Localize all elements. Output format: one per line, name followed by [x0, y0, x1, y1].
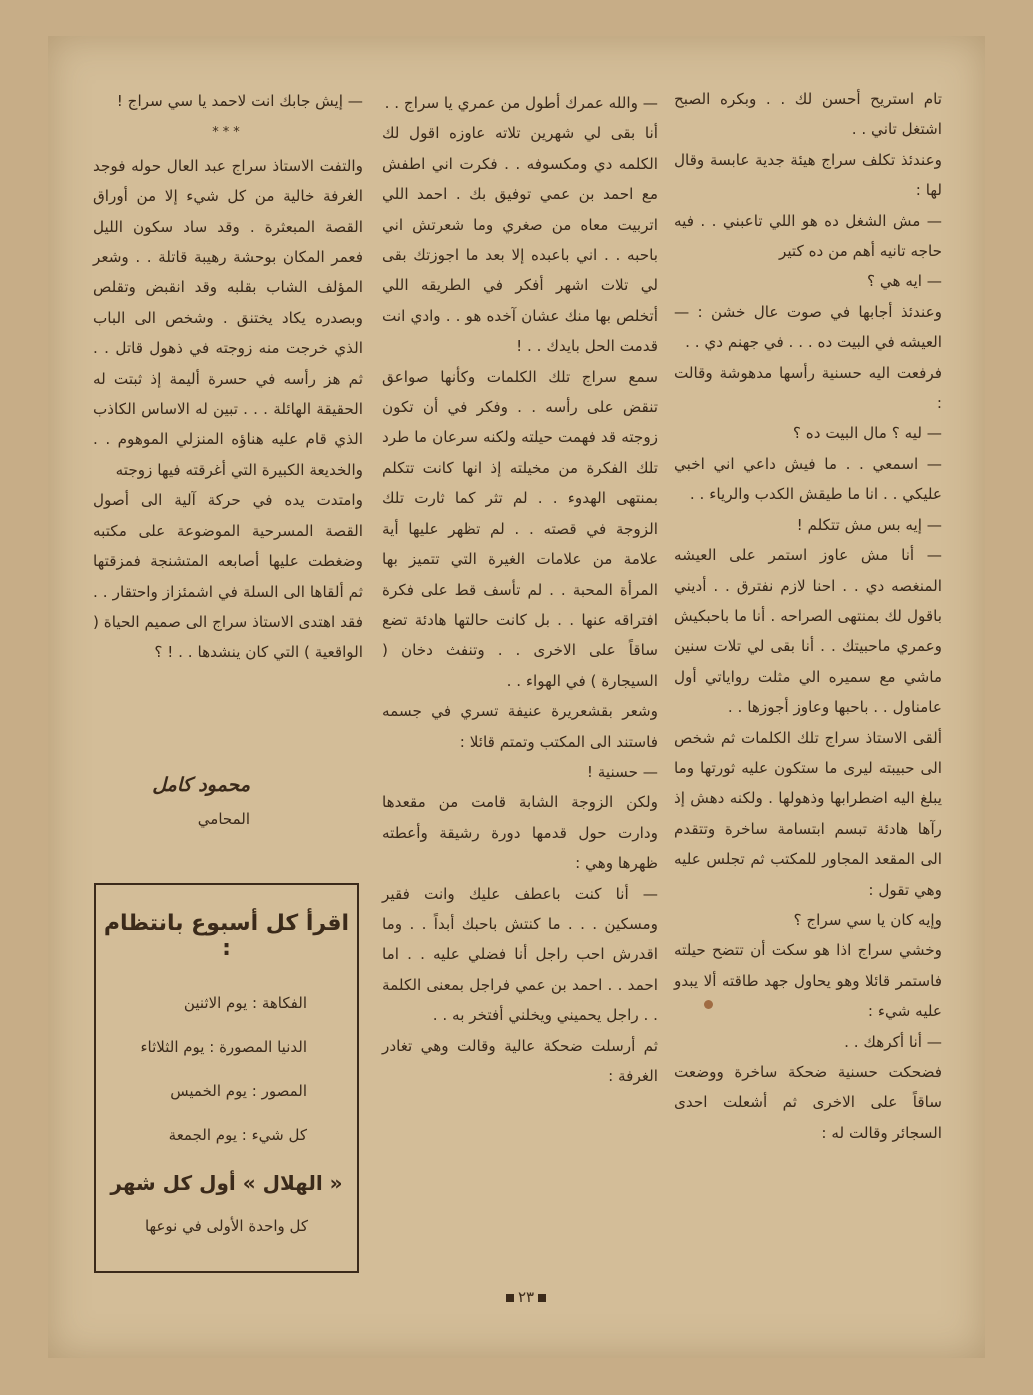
ad-title: اقرأ كل أسبوع بانتظام :	[103, 911, 350, 961]
ad-note: كل واحدة الأولى في نوعها	[144, 1217, 309, 1235]
paragraph: فرفعت اليه حسنية رأسها مدهوشة وقالت :	[674, 363, 942, 413]
page-number	[486, 1288, 566, 1306]
paragraph: — والله عمرك أطول من عمري يا سراج . .	[384, 94, 658, 112]
ad-hilal: « الهلال » أول كل شهر	[110, 1171, 343, 1195]
paragraph: ولكن الزوجة الشابة قامت من مقعدها ودارت حول قدمها دورة رشيقة وأعطته ظهرها وهي :	[382, 793, 658, 873]
paragraph: وعندئذ تكلف سراج هيئة جدية عابسة وقال لها :	[674, 150, 942, 200]
author-name: محمود كامل	[152, 774, 250, 796]
paragraph: وعندئذ أجابها في صوت عال خشن : — العيشه في البيت ده . . . في جهنم دي . .	[674, 302, 942, 352]
paragraph: وشعر بقشعريرة عنيفة تسري في جسمه فاستند الى المكتب وتمتم قائلا :	[382, 702, 658, 751]
paragraph: سمع سراج تلك الكلمات وكأنها صواعق تنقض على رأسه . . وفكر في أن تكون زوجته قد فهمت حيلته ولكنه سرعان ما طرد تلك الفكرة من مخيلته إذ انها كانت تتكلم بمنتهى الهدوء . . لم تثر كما ثارت تلك الزوجة في قصته . . لم تظهر عليها أية علامة من علامات الغيرة التي تتميز بها المرأة المحبة . . لم تأسف قط على فكرة افتراقه عنها . . بل كانت حالتها هادئة تضع ساقاً على الاخرى . . وتنفث دخان ( السيجارة ) في الهواء . .	[382, 367, 658, 690]
paragraph: — ايه هي ؟	[867, 272, 942, 291]
ad-item: الفكاهة : يوم الاثنين	[183, 994, 307, 1012]
paragraph: ألقى الاستاذ سراج تلك الكلمات ثم شخص الى حبيبته ليرى ما ستكون عليه ثورتها وما يبلغ اليه اضطرابها وذهولها . ولكنه دهش إذ رآها هادئة تبسم ابتسامة ساخرة وتتقدم الى المقعد المجاور للمكتب ثم تجلس عليه وهي تقول :	[674, 728, 942, 899]
paragraph: — حسنية !	[586, 762, 658, 781]
paragraph: — إيه بس مش تتكلم !	[796, 515, 942, 534]
paragraph: — اسمعي . . ما فيش داعي اني اخبي عليكي . . انا ما طيقش الكدب والرياء . .	[674, 454, 942, 504]
paragraph: — إيش جابك انت لاحمد يا سي سراج !	[116, 92, 363, 110]
square-ornament-icon	[506, 1294, 514, 1302]
paragraph: — أنا كنت باعطف عليك وانت فقير ومسكين . . . ما كنتش باحبك أبداً . . وما اقدرش احب راجل أنا فضلي عليه . . اما احمد . . احمد بن عمي فراجل بمعنى الكلمة . . راجل يحميني ويخلني أفتخر به . .	[382, 884, 658, 1025]
section-separator: ***	[212, 125, 244, 141]
ad-item: الدنيا المصورة : يوم الثلاثاء	[140, 1038, 307, 1056]
paragraph: — أنا أكرهك . .	[844, 1032, 942, 1051]
paragraph: — مش الشغل ده هو اللي تاعبني . . فيه حاجه تانيه أهم من ده كتير	[674, 211, 942, 261]
paragraph: والتفت الاستاذ سراج عبد العال حوله فوجد الغرفة خالية من كل شيء إلا من أوراق القصة المبعثرة . وقد ساد سكون الليل فعمر المكان بوحشة رهيبة قاتلة . . وشعر المؤلف الشاب بقلبه وقد انقبض وتقلص وبصدره يكاد يختنق . وشخص الى الباب الذي خرجت منه زوجته في ذهول قاتل . . ثم هز رأسه في حسرة أليمة إذ ثبتت له الحقيقة الهائلة . . . تبين له الاساس الكاذب الذي قام عليه هناؤه المنزلي الموهوم . . والخديعة الكبيرة التي أغرقته فيها زوجته	[93, 156, 363, 479]
ad-item: كل شيء : يوم الجمعة	[168, 1126, 307, 1144]
paragraph: ثم أرسلت ضحكة عالية وقالت وهي تغادر الغرفة :	[382, 1036, 658, 1085]
author-role: المحامي	[197, 810, 250, 828]
advertisement-box	[94, 883, 359, 1273]
ad-item: المصور : يوم الخميس	[170, 1082, 307, 1100]
column-middle	[382, 88, 658, 1091]
paragraph: تام استريح أحسن لك . . وبكره الصبح اشتغل تاني . .	[674, 90, 942, 139]
paragraph: أنا بقى لي شهرين تلاته عاوزه اقول لك الكلمه دي ومكسوفه . . فكرت اني اطفش مع احمد بن عمي توفيق بك . احمد اللي اتربيت معاه من صغري وما شعرتش اني باحبه . . اني باعبده إلا بعد ما اجوزتك بقى لي تلات اشهر أفكر في الطريقه اللي أتخلص بها منك عشان آخده هو . . وادي انت قدمت الحل بايدك . . !	[382, 124, 658, 356]
paragraph: — أنا مش عاوز استمر على العيشه المنغصه دي . . احنا لازم نفترق . . أديني باقول لك بمنتهى الصراحه . أنا ما باحبكيش وعمري ماحبيتك . . أنا بقى لي تلات سنين ماشي مع سميره الي مثلت رواياتي أول عامناول . . باحبها وعاوز أجوزها . .	[674, 546, 942, 717]
column-right	[674, 84, 942, 1148]
paragraph: وخشي سراج اذا هو سكت أن تتضح حيلته فاستمر قائلا وهو يحاول جهد طاقته ألا يبدو عليه شيء :	[674, 941, 942, 1021]
ink-smudge	[704, 1000, 713, 1009]
ad-list	[96, 981, 357, 1157]
column-left	[93, 86, 363, 668]
paragraph: — ليه ؟ مال البيت ده ؟	[792, 424, 942, 443]
author-signature	[130, 774, 250, 828]
paragraph: فضحكت حسنية ضحكة ساخرة ووضعت ساقاً على الاخرى ثم أشعلت احدى السجائر وقالت له :	[674, 1063, 942, 1142]
paragraph: وامتدت يده في حركة آلية الى أصول القصة المسرحية الموضوعة على مكتبه وضغطت عليها أصابعه المتشنجة فمزقتها ثم ألقاها الى السلة في اشمئزاز واحتقار . . فقد اهتدى الاستاذ سراج الى صميم الحياة ( الواقعية ) التي كان ينشدها . . ! ؟	[93, 491, 363, 662]
paragraph: وإيه كان يا سي سراج ؟	[793, 910, 942, 929]
page-number-text: ٢٣	[517, 1288, 535, 1306]
square-ornament-icon	[538, 1294, 546, 1302]
